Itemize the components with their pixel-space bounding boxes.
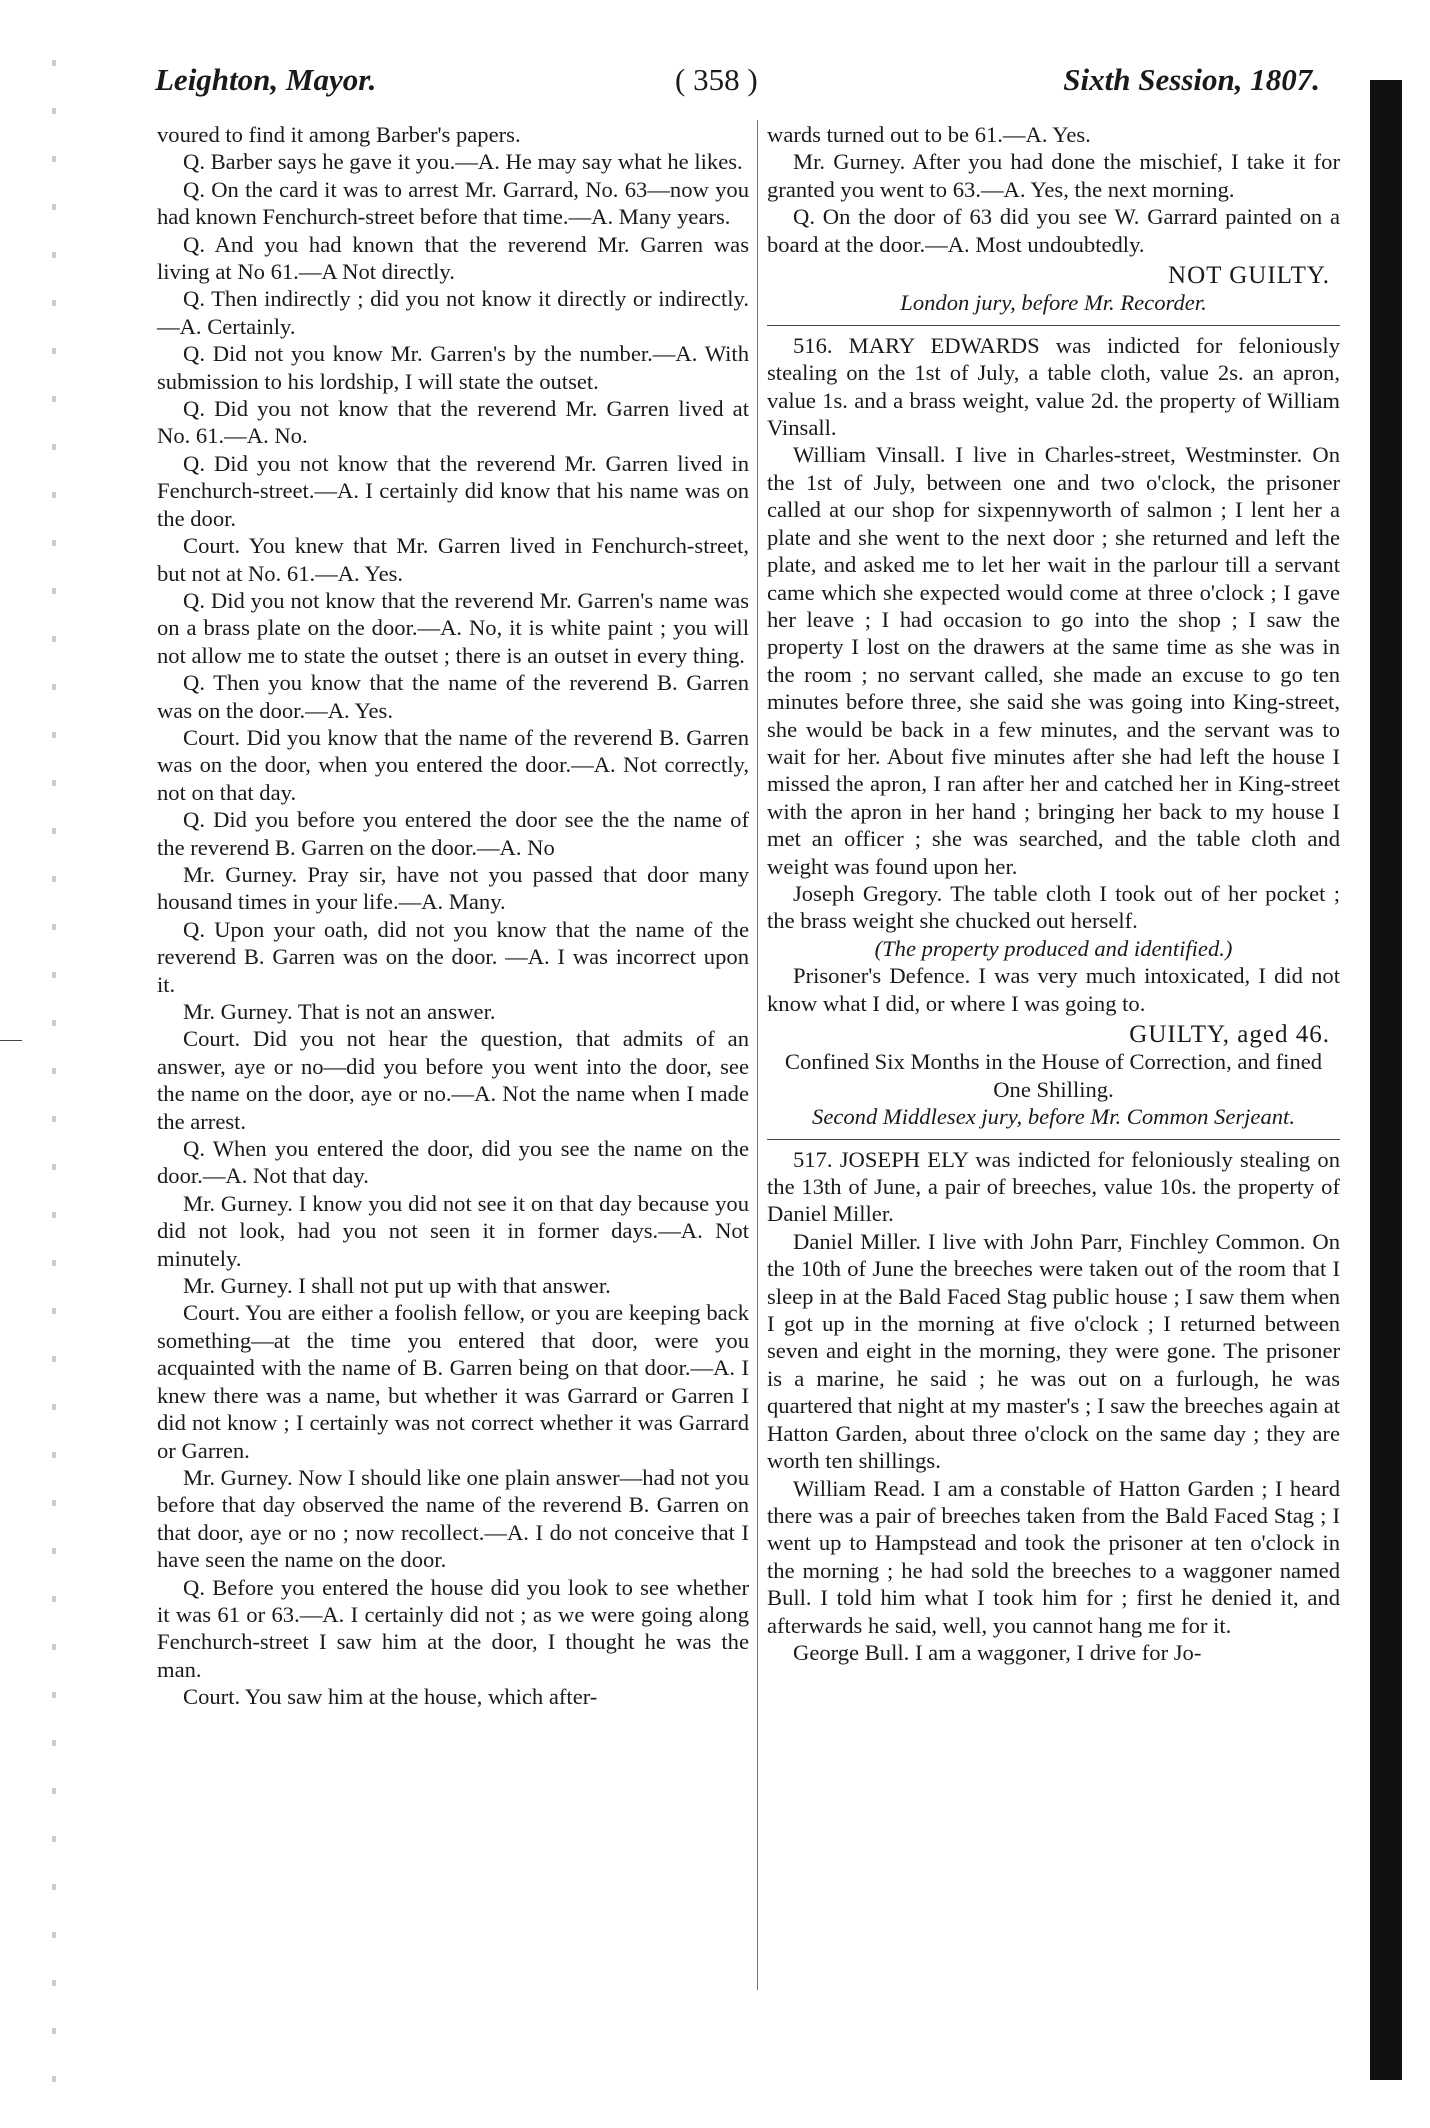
testimony: Daniel Miller. I live with John Parr, Finchley Common. On the 10th of June the breeches were taken out of the room that I sleep in at the Bald Faced Stag public house ; I saw them when I got up in the morning at five o'clock ; I returned between seven and eight in the morning, they were gone. The prisoner is a marine, he said ; he was out on a furlough, he was quartered that night at my master's ; I saw the breeches again at Hatton Garden, about three o'clock on the same day ; they are worth ten shillings. [767,1228,1340,1474]
header-right: Sixth Session, 1807. [1063,62,1320,97]
binding-edge-marks [52,60,56,2100]
paragraph: Q. And you had known that the reverend Mr. Garren was living at No 61.—A Not directly. [157,231,749,285]
paragraph: Court. Did you not hear the question, that admits of an answer, aye or no—did you before you went into the door, see the name on the door, aye or no.—A. Not the name when I made the arrest. [157,1026,749,1134]
paragraph: Mr. Gurney. After you had done the mischief, I take it for granted you went to 63.—A. Yes, the next morning. [767,149,1340,202]
paragraph: Q. On the door of 63 did you see W. Garrard painted on a board at the door.—A. Most undoubtedly. [767,204,1340,257]
paragraph: Mr. Gurney. That is not an answer. [183,999,496,1024]
paragraph: Q. Then indirectly ; did you not know it directly or indirectly.—A. Certainly. [157,286,749,339]
sentence: Confined Six Months in the House of Correction, and fined One Shilling. [784,1049,1323,1102]
paragraph: wards turned out to be 61.—A. Yes. [767,122,1091,147]
testimony: William Vinsall. I live in Charles-street, Westminster. On the 1st of July, between one and two o'clock, the prisoner called at our shop for sixpennyworth of salmon ; I lent her a plate and she went to the next door ; she returned and left the plate, and asked me to let her wait in the parlour till a servant came which she expected would come at three o'clock ; I gave her leave ; I had occasion to go into the shop ; I saw the property I lost on the drawers at the same time as she was in the room ; no servant called, she made an excuse to go ten minutes before three, she said she was going into King-street, she would be back in a few minutes, and the servant was to wait for her. About five minutes after she had left the house I missed the apron, I ran after her and catched her in King-street with the apron in her hand ; bringing her back to my house I met an officer ; she was searched, and the table cloth and weight was found upon her. [767,442,1340,879]
property-note: (The property produced and identified.) [874,935,1233,961]
case-heading: 517. JOSEPH ELY was indicted for feloniously stealing on the 13th of June, a pair of breeches, value 10s. the property of Daniel Miller. [767,1146,1340,1227]
jury-line: Second Middlesex jury, before Mr. Common Serjeant. [812,1104,1295,1130]
paragraph: Q. When you entered the door, did you see the name on the door.—A. Not that day. [157,1136,749,1189]
paragraph: Q. Did you before you entered the door see the the name of the reverend B. Garren on the door.—A. No [157,807,749,860]
paragraph: Q. Did you not know that the reverend Mr. Garren's name was on a brass plate on the door.—A. No, it is white paint ; you will not allow me to state the outset ; there is an outset in every thing. [157,587,749,668]
testimony: George Bull. I am a waggoner, I drive for Jo- [793,1639,1202,1665]
section-rule [767,325,1340,326]
paragraph: Q. Barber says he gave it you.—A. He may say what he likes. [183,149,743,175]
header-left: Leighton, Mayor. [155,62,377,97]
page-edge-mark [0,1040,22,1041]
column-divider [757,120,758,1990]
paragraph: voured to find it among Barber's papers. [157,122,521,147]
paragraph: Mr. Gurney. I know you did not see it on that day because you did not look, had you not seen it in former days.—A. Not minutely. [157,1190,749,1271]
right-column [767,121,1340,1666]
paragraph: Court. You are either a foolish fellow, or you are keeping back something—at the time you entered that door, were you acquainted with the name of B. Garren being on that door.—A. I knew there was a name, but whether it was Garrard or Garren I did not know ; I certainly was not correct whether it was Garrard or Garren. [157,1300,749,1463]
testimony: Joseph Gregory. The table cloth I took out of her pocket ; the brass weight she chucked out herself. [767,880,1340,934]
section-rule [767,1139,1340,1140]
page-number: ( 358 ) [675,62,758,97]
prisoner-defence: Prisoner's Defence. I was very much intoxicated, I did not know what I did, or where I was going to. [767,963,1340,1016]
paragraph: Court. You knew that Mr. Garren lived in Fenchurch-street, but not at No. 61.—A. Yes. [157,533,749,586]
paragraph: Q. On the card it was to arrest Mr. Garrard, No. 63—now you had known Fenchurch-street before that time.—A. Many years. [157,176,749,230]
paragraph: Q. Then you know that the name of the reverend B. Garren was on the door.—A. Yes. [157,670,749,723]
paragraph: Q. Did not you know Mr. Garren's by the number.—A. With submission to his lordship, I will state the outset. [157,341,749,394]
paragraph: Mr. Gurney. Pray sir, have not you passed that door many housand times in your life.—A. Many. [157,861,749,915]
verdict: NOT GUILTY. [1168,262,1330,290]
paragraph: Q. Upon your oath, did not you know that the name of the reverend B. Garren was on the door. —A. I was incorrect upon it. [157,916,749,997]
paragraph: Mr. Gurney. Now I should like one plain answer—had not you before that day observed the name of the reverend B. Garren on that door, aye or no ; now recollect.—A. I do not conceive that I have seen the name on the door. [157,1464,749,1573]
paragraph: Q. Did you not know that the reverend Mr. Garren lived in Fenchurch-street.—A. I certainly did know that his name was on the door. [157,450,749,531]
jury-line: London jury, before Mr. Recorder. [900,290,1207,316]
paragraph: Mr. Gurney. I shall not put up with that answer. [183,1273,611,1299]
paragraph: Q. Before you entered the house did you look to see whether it was 61 or 63.—A. I certainly did not ; as we were going along Fenchurch-street I saw him at the door, I thought he was the man. [157,1574,749,1682]
paragraph: Q. Did you not know that the reverend Mr. Garren lived at No. 61.—A. No. [157,396,749,449]
paragraph: Court. You saw him at the house, which after- [183,1684,598,1710]
running-header [155,62,1320,112]
testimony: William Read. I am a constable of Hatton Garden ; I heard there was a pair of breeches taken from the Bald Faced Stag ; I went up to Hampstead and took the prisoner at ten o'clock in the morning ; he had sold the breeches to a waggoner named Bull. I told him what I took him for ; first he denied it, and afterwards he said, well, you cannot hang me for it. [767,1475,1340,1638]
scan-edge-bar [1370,80,1402,2080]
case-heading: 516. MARY EDWARDS was indicted for feloniously stealing on the 1st of July, a table cloth, value 2s. an apron, value 1s. and a brass weight, value 2d. the property of William Vinsall. [767,332,1340,441]
verdict: GUILTY, aged 46. [1129,1021,1330,1048]
paragraph: Court. Did you know that the name of the reverend B. Garren was on the door, when you entered the door.—A. Not correctly, not on that day. [157,724,749,805]
left-column [157,121,749,1711]
